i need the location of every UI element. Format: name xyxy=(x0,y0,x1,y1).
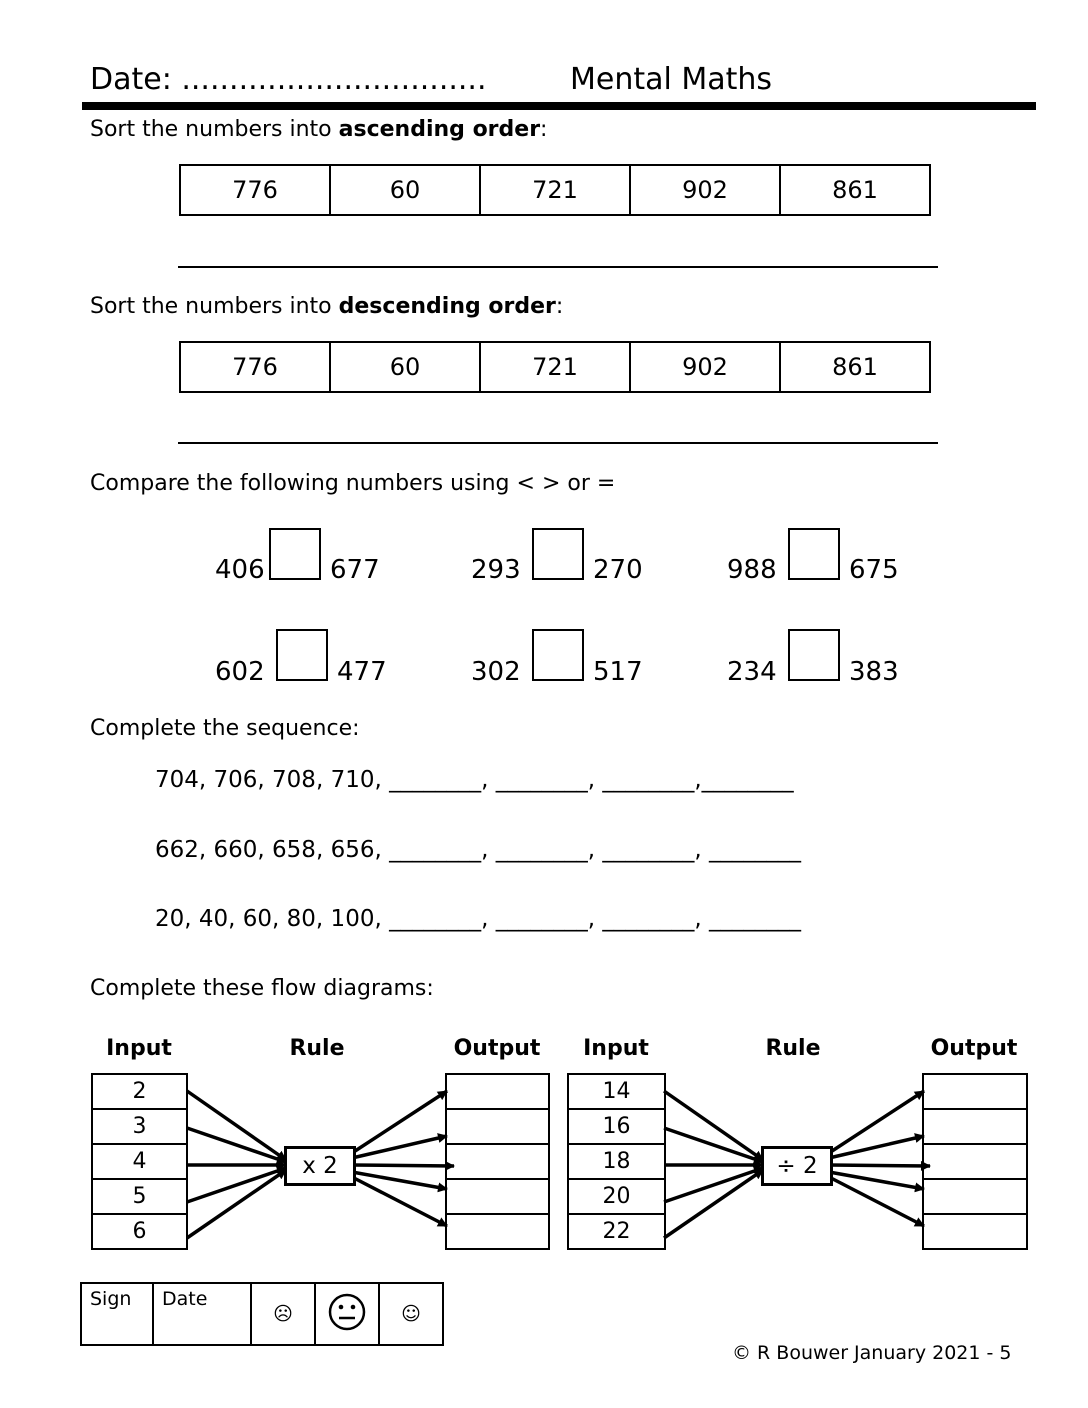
compare-left-number: 293 xyxy=(471,555,521,585)
number-cell: 902 xyxy=(630,342,780,392)
flow-arrow xyxy=(829,1177,924,1226)
number-cell: 721 xyxy=(480,165,630,215)
sequence-instruction: Complete the sequence: xyxy=(90,716,360,741)
flow-input-cell: 18 xyxy=(568,1144,665,1179)
page-title: Mental Maths xyxy=(570,62,773,97)
flow-instruction: Complete these flow diagrams: xyxy=(90,976,434,1001)
flow-arrow xyxy=(187,1168,286,1202)
number-cell: 861 xyxy=(780,165,930,215)
date-cell[interactable]: Date xyxy=(153,1283,251,1345)
neutral-face-icon[interactable] xyxy=(315,1283,379,1345)
flow-arrow xyxy=(352,1136,447,1158)
compare-instruction: Compare the following numbers using < > or = xyxy=(90,471,616,496)
flow-arrow xyxy=(352,1172,447,1189)
sequence-line[interactable]: 662, 660, 658, 656, ________, ________, ________, ________ xyxy=(155,837,801,863)
descending-instruction: Sort the numbers into descending order: xyxy=(90,294,564,319)
flow-input-cell: 22 xyxy=(568,1214,665,1249)
sequence-line[interactable]: 704, 706, 708, 710, ________, ________, ________,________ xyxy=(155,767,794,793)
number-cell: 60 xyxy=(330,165,480,215)
flow-output-label: Output xyxy=(453,1036,541,1061)
number-cell: 776 xyxy=(180,165,330,215)
flow-arrow xyxy=(352,1177,447,1226)
sequence-line[interactable]: 20, 40, 60, 80, 100, ________, ________, ________, ________ xyxy=(155,906,801,932)
flow-arrow xyxy=(829,1172,924,1189)
compare-left-number: 988 xyxy=(727,555,777,585)
compare-right-number: 517 xyxy=(593,657,643,687)
flow-input-cell: 2 xyxy=(92,1074,187,1109)
flow-rule-label: Rule xyxy=(765,1036,821,1061)
flow-arrow xyxy=(829,1091,924,1153)
compare-right-number: 677 xyxy=(330,555,380,585)
sign-cell[interactable]: Sign xyxy=(81,1283,153,1345)
flow-arrow xyxy=(829,1136,924,1158)
flow-input-cell: 3 xyxy=(92,1109,187,1144)
flow-arrow xyxy=(187,1128,286,1162)
flow-arrow xyxy=(187,1091,286,1160)
compare-right-number: 270 xyxy=(593,555,643,585)
copyright-footer: © R Bouwer January 2021 - 5 xyxy=(732,1342,1012,1364)
sad-face-icon[interactable]: ☹ xyxy=(251,1283,315,1345)
number-cell: 60 xyxy=(330,342,480,392)
flow-input-label: Input xyxy=(106,1036,172,1061)
flow-arrow xyxy=(187,1170,286,1238)
flow-arrow xyxy=(664,1170,763,1238)
date-label: Date: ................................ xyxy=(90,62,487,97)
flow-input-cell: 4 xyxy=(92,1144,187,1179)
compare-left-number: 234 xyxy=(727,657,777,687)
number-cell: 861 xyxy=(780,342,930,392)
flow-input-cell: 5 xyxy=(92,1179,187,1214)
compare-left-number: 406 xyxy=(215,555,265,585)
flow-arrow xyxy=(664,1128,763,1162)
neutral-face-glyph xyxy=(327,1292,367,1332)
number-cell: 902 xyxy=(630,165,780,215)
flow-input-cell: 20 xyxy=(568,1179,665,1214)
flow-arrow xyxy=(664,1168,763,1202)
flow-arrow xyxy=(352,1091,447,1153)
flow-output-label: Output xyxy=(930,1036,1018,1061)
flow-rule-box: ÷ 2 xyxy=(761,1146,833,1186)
flow-rule-box: x 2 xyxy=(284,1146,356,1186)
number-cell: 721 xyxy=(480,342,630,392)
flow-input-cell: 6 xyxy=(92,1214,187,1249)
compare-left-number: 602 xyxy=(215,657,265,687)
flow-arrow xyxy=(829,1165,930,1166)
flow-input-cell: 14 xyxy=(568,1074,665,1109)
flow-input-label: Input xyxy=(583,1036,649,1061)
flow-arrow xyxy=(352,1165,454,1166)
compare-right-number: 675 xyxy=(849,555,899,585)
number-cell: 776 xyxy=(180,342,330,392)
compare-right-number: 477 xyxy=(337,657,387,687)
flow-arrow xyxy=(664,1091,763,1160)
ascending-instruction: Sort the numbers into ascending order: xyxy=(90,117,548,142)
happy-face-icon[interactable]: ☺ xyxy=(379,1283,443,1345)
signoff-table xyxy=(80,1282,444,1346)
flow-rule-label: Rule xyxy=(289,1036,345,1061)
compare-right-number: 383 xyxy=(849,657,899,687)
flow-input-cell: 16 xyxy=(568,1109,665,1144)
compare-left-number: 302 xyxy=(471,657,521,687)
